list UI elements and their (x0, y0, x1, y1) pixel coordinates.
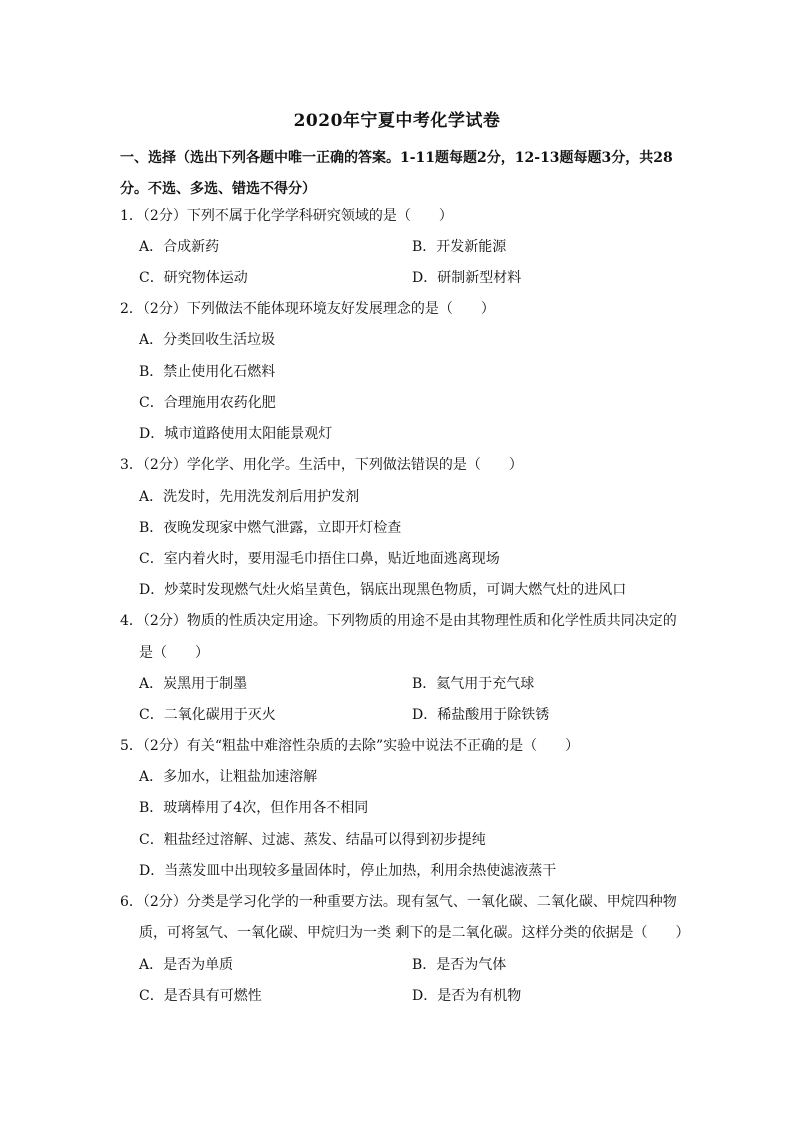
question-4-stem-continued: 是（ ） (139, 645, 209, 661)
question-6-option-c[interactable]: C．是否具有可燃性 (139, 988, 262, 1004)
question-4-stem: 4．（2分）物质的性质决定用途。下列物质的用途不是由其物理性质和化学性质共同决定的 (120, 613, 677, 629)
question-3-option-d[interactable]: D．炒菜时发现燃气灶火焰呈黄色，锅底出现黑色物质，可调大燃气灶的进风口 (139, 582, 627, 598)
question-2-option-d[interactable]: D．城市道路使用太阳能景观灯 (139, 426, 333, 442)
question-2-option-b[interactable]: B．禁止使用化石燃料 (139, 364, 276, 380)
question-6-stem-continued: 质，可将氢气、一氧化碳、甲烷归为一类 剩下的是二氧化碳。这样分类的依据是（ ） (139, 925, 690, 941)
question-1-option-b[interactable]: B．开发新能源 (412, 239, 507, 255)
question-6-option-b[interactable]: B．是否为气体 (412, 957, 507, 973)
page-title: 2020年宁夏中考化学试卷 (293, 111, 501, 131)
question-6-option-d[interactable]: D．是否为有机物 (412, 988, 522, 1004)
question-6-option-a[interactable]: A．是否为单质 (139, 957, 234, 973)
question-1-stem: 1．（2分）下列不属于化学学科研究领域的是（ ） (120, 208, 453, 224)
question-4-option-a[interactable]: A．炭黑用于制墨 (139, 676, 248, 692)
question-4-option-b[interactable]: B．氦气用于充气球 (412, 676, 535, 692)
question-2-option-a[interactable]: A．分类回收生活垃圾 (139, 332, 276, 348)
question-1-option-d[interactable]: D．研制新型材料 (412, 270, 522, 286)
question-4-option-c[interactable]: C．二氧化碳用于灭火 (139, 707, 276, 723)
question-5-option-b[interactable]: B．玻璃棒用了4次，但作用各不相同 (139, 800, 369, 816)
question-3-option-b[interactable]: B．夜晚发现家中燃气泄露，立即开灯检查 (139, 520, 402, 536)
question-5-option-d[interactable]: D．当蒸发皿中出现较多量固体时，停止加热，利用余热使滤液蒸干 (139, 863, 557, 879)
question-1-option-a[interactable]: A．合成新药 (139, 239, 220, 255)
section-header: 一、选择（选出下列各题中唯一正确的答案。1-11题每题2分，12-13题每题3分，共28分。不选、多选、错选不得分） (120, 150, 673, 197)
question-5-option-c[interactable]: C．粗盐经过溶解、过滤、蒸发、结晶可以得到初步提纯 (139, 832, 486, 848)
question-5-stem: 5．（2分）有关“粗盐中难溶性杂质的去除”实验中说法不正确的是（ ） (120, 738, 580, 754)
question-5-option-a[interactable]: A．多加水，让粗盐加速溶解 (139, 769, 318, 785)
question-6-stem: 6．（2分）分类是学习化学的一种重要方法。现有氢气、一氧化碳、二氧化碳、甲烷四种物 (120, 894, 677, 910)
question-3-option-a[interactable]: A．洗发时，先用洗发剂后用护发剂 (139, 489, 360, 505)
question-2-option-c[interactable]: C．合理施用农药化肥 (139, 395, 276, 411)
question-4-option-d[interactable]: D．稀盐酸用于除铁锈 (412, 707, 550, 723)
question-3-stem: 3．（2分）学化学、用化学。生活中，下列做法错误的是（ ） (120, 457, 523, 473)
question-2-stem: 2．（2分）下列做法不能体现环境友好发展理念的是（ ） (120, 301, 495, 317)
question-3-option-c[interactable]: C．室内着火时，要用湿毛巾捂住口鼻，贴近地面逃离现场 (139, 551, 500, 567)
question-1-option-c[interactable]: C．研究物体运动 (139, 270, 248, 286)
